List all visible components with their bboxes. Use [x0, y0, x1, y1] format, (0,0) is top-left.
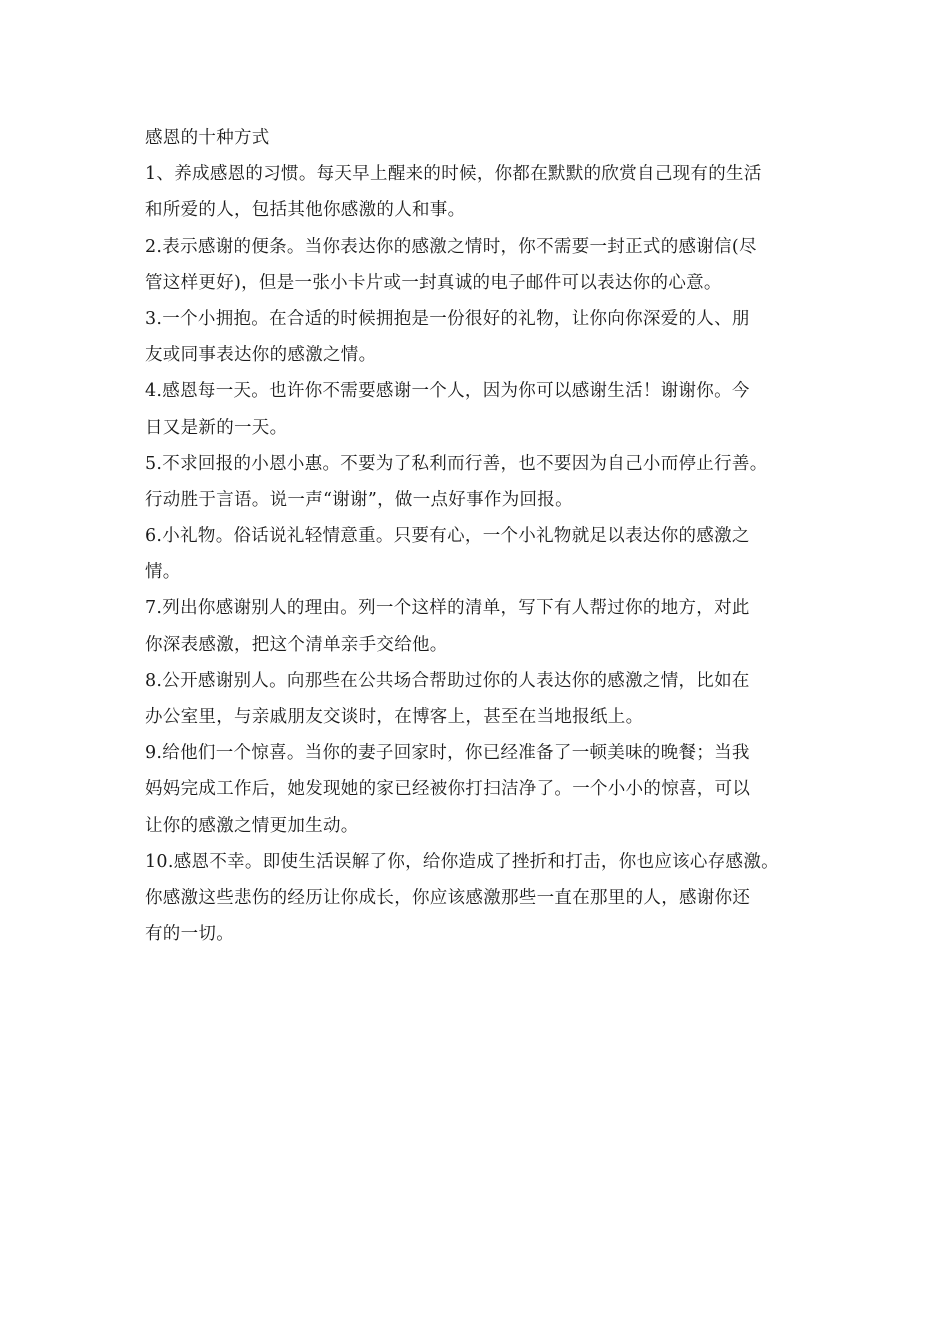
text-line: 6.小礼物。俗话说礼轻情意重。只要有心，一个小礼物就足以表达你的感激之	[145, 526, 750, 547]
text-line: 情。	[145, 562, 181, 583]
text-line: 8.公开感谢别人。向那些在公共场合帮助过你的人表达你的感激之情，比如在	[145, 670, 750, 691]
text-line: 3.一个小拥抱。在合适的时候拥抱是一份很好的礼物，让你向你深爱的人、朋	[145, 308, 750, 329]
text-line: 友或同事表达你的感激之情。	[145, 345, 377, 366]
text-line: 1、养成感恩的习惯。每天早上醒来的时候，你都在默默的欣赏自己现有的生活	[145, 164, 762, 185]
document-title: 感恩的十种方式	[145, 128, 270, 148]
text-line: 10.感恩不幸。即使生活误解了你，给你造成了挫折和打击，你也应该心存感激。	[145, 851, 779, 872]
text-line: 行动胜于言语。说一声“谢谢”，做一点好事作为回报。	[145, 489, 573, 510]
text-line: 你深表感激，把这个清单亲手交给他。	[145, 634, 448, 655]
text-line: 管这样更好)，但是一张小卡片或一封真诚的电子邮件可以表达你的心意。	[145, 272, 722, 293]
text-line: 2.表示感谢的便条。当你表达你的感激之情时，你不需要一封正式的感谢信(尽	[145, 236, 757, 257]
text-line: 妈妈完成工作后，她发现她的家已经被你打扫洁净了。一个小小的惊喜，可以	[145, 779, 751, 800]
text-line: 和所爱的人，包括其他你感激的人和事。	[145, 200, 466, 221]
text-line: 5.不求回报的小恩小惠。不要为了私利而行善，也不要因为自己小而停止行善。	[145, 453, 768, 474]
text-line: 9.给他们一个惊喜。当你的妻子回家时，你已经准备了一顿美味的晚餐；当我	[145, 743, 750, 764]
text-line: 日又是新的一天。	[145, 417, 288, 438]
text-line: 4.感恩每一天。也许你不需要感谢一个人，因为你可以感谢生活！谢谢你。今	[145, 381, 750, 402]
text-line: 你感激这些悲伤的经历让你成长，你应该感激那些一直在那里的人，感谢你还	[145, 887, 751, 908]
text-line: 7.列出你感谢别人的理由。列一个这样的清单，写下有人帮过你的地方，对此	[145, 598, 750, 619]
text-line: 让你的感激之情更加生动。	[145, 815, 359, 836]
text-line: 有的一切。	[145, 924, 234, 945]
text-line: 办公室里，与亲戚朋友交谈时，在博客上，甚至在当地报纸上。	[145, 707, 644, 727]
document-body	[145, 120, 835, 952]
